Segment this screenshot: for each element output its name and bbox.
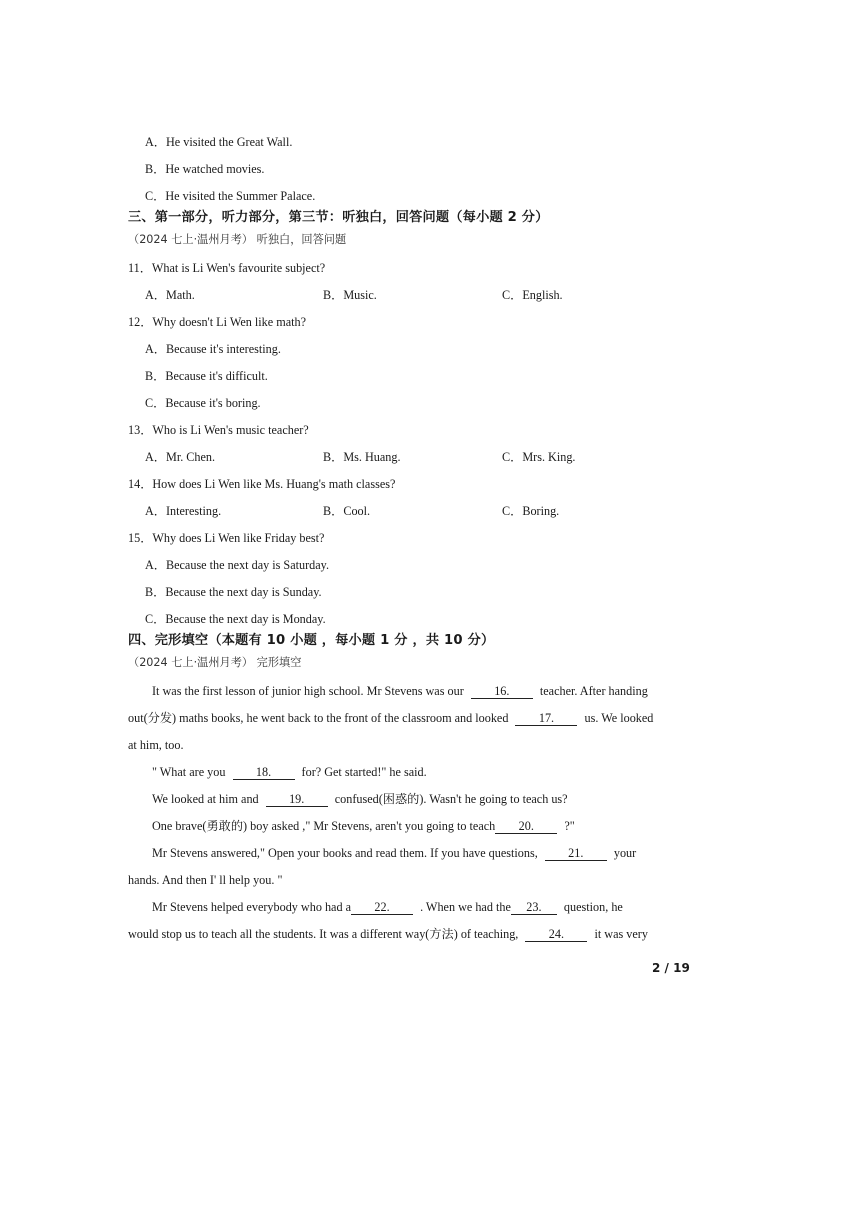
question-source: （2024 七上·温州月考） 听独白，回答问题 — [128, 233, 347, 246]
blank-18[interactable]: 18. — [233, 765, 295, 780]
option: A．Interesting. — [145, 504, 222, 518]
section-title: 四、完形填空（本题有 10 小题 ，每小题 1 分 ，共 10 分） — [128, 633, 495, 648]
option: B．Because the next day is Sunday. — [145, 585, 322, 599]
passage-line: One brave(勇敢的) boy asked ," Mr Stevens, aren't you going to teach 20. ?" — [152, 819, 575, 833]
option: B．Music. — [323, 288, 377, 302]
passage-line: " What are you 18. for? Get started!" he said. — [152, 765, 427, 779]
question-source: （2024 七上·温州月考） 完形填空 — [128, 656, 302, 669]
option: B．He watched movies. — [145, 162, 265, 176]
option: C．Mrs. King. — [502, 450, 576, 464]
question-stem: 14．How does Li Wen like Ms. Huang's math classes? — [128, 477, 396, 491]
passage-line: hands. And then I' ll help you. " — [128, 873, 283, 887]
passage-line: It was the first lesson of junior high school. Mr Stevens was our 16. teacher. After handing — [152, 684, 648, 698]
option: C．Because the next day is Monday. — [145, 612, 326, 626]
blank-17[interactable]: 17. — [515, 711, 577, 726]
question-stem: 13．Who is Li Wen's music teacher? — [128, 423, 309, 437]
option: B．Because it's difficult. — [145, 369, 268, 383]
option: A．Math. — [145, 288, 195, 302]
blank-16[interactable]: 16. — [471, 684, 533, 699]
blank-22[interactable]: 22. — [351, 900, 413, 915]
section-title: 三、第一部分，听力部分，第三节：听独白，回答问题（每小题 2 分） — [128, 210, 549, 225]
blank-20[interactable]: 20. — [495, 819, 557, 834]
option: C．He visited the Summer Palace. — [145, 189, 316, 203]
passage-line: Mr Stevens helped everybody who had a 22. . When we had the 23. question, he — [152, 900, 623, 914]
option: A．He visited the Great Wall. — [145, 135, 293, 149]
option: B．Cool. — [323, 504, 371, 518]
option: C．Because it's boring. — [145, 396, 261, 410]
question-stem: 11．What is Li Wen's favourite subject? — [128, 261, 326, 275]
blank-19[interactable]: 19. — [266, 792, 328, 807]
option: C．Boring. — [502, 504, 560, 518]
passage-line: We looked at him and 19. confused(困惑的). Wasn't he going to teach us? — [152, 792, 568, 806]
blank-23[interactable]: 23. — [511, 900, 557, 915]
question-stem: 12．Why doesn't Li Wen like math? — [128, 315, 307, 329]
blank-21[interactable]: 21. — [545, 846, 607, 861]
option: A．Mr. Chen. — [145, 450, 216, 464]
passage-line: would stop us to teach all the students. It was a different way(方法) of teaching, 24. it was very — [128, 927, 648, 941]
option: A．Because the next day is Saturday. — [145, 558, 330, 572]
question-stem: 15．Why does Li Wen like Friday best? — [128, 531, 325, 545]
blank-24[interactable]: 24. — [525, 927, 587, 942]
passage-line: Mr Stevens answered," Open your books and read them. If you have questions, 21. your — [152, 846, 637, 860]
option: A．Because it's interesting. — [145, 342, 281, 356]
option: C．English. — [502, 288, 563, 302]
page-number: 2 / 19 — [652, 961, 690, 975]
option: B．Ms. Huang. — [323, 450, 401, 464]
passage-line: at him, too. — [128, 738, 184, 752]
passage-line: out(分发) maths books, he went back to the front of the classroom and looked 17. us. We looked — [128, 711, 654, 725]
